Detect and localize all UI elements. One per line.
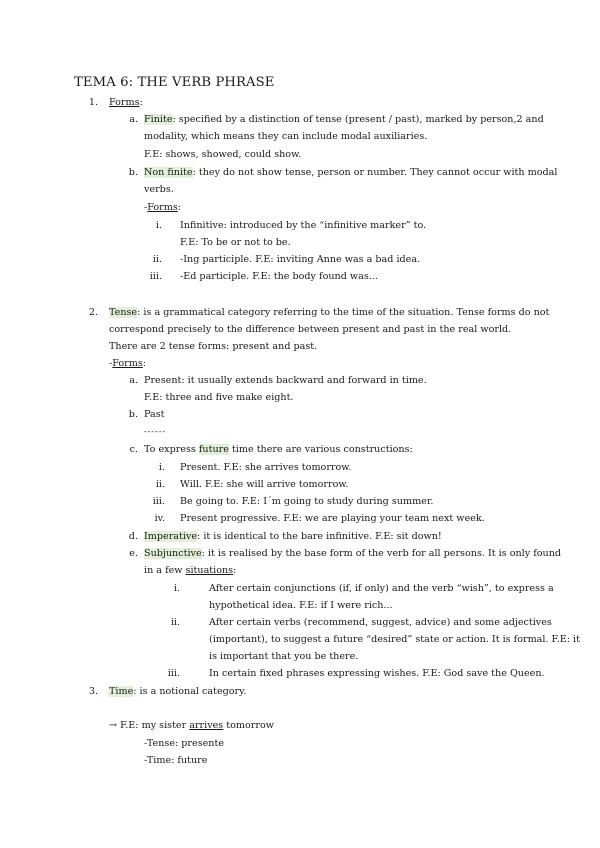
subitem-marker: i. [158,462,165,473]
definition-text: : specified by a distinction of tense (present / past), marked by person,2 and [172,114,544,125]
text: F.E: my sister [117,720,190,731]
subitem-marker: iii. [152,496,165,507]
term-imperative: Imperative [144,531,198,542]
subjunctive-ii-line2: (important), to suggest a future “desired” state or action. It is formal. F.E: it [209,634,580,645]
subjunctive-i-line2: hypothetical idea. F.E: if I were rich... [209,600,393,611]
item-marker: d. [128,531,138,542]
subitem-marker: ii. [155,479,165,490]
subjunctive-iii: In certain fixed phrases expressing wishes. F.E: God save the Queen. [209,668,545,679]
page-title: TEMA 6: THE VERB PHRASE [74,75,275,90]
item-marker: a. [129,114,138,125]
colon: : [177,202,181,213]
text: tomorrow [223,720,274,731]
ing-participle-text: -Ing participle. F.E: inviting Anne was a bad idea. [180,254,421,265]
text: To express [144,444,199,455]
past-dashes: ------ [144,427,167,436]
term-future: future [198,444,229,455]
present-text: Present: it usually extends backward and forward in time. [144,375,427,386]
tense-definition [109,306,549,319]
tense-definition-line3: There are 2 tense forms: present and past. [109,341,318,352]
item-marker: e. [129,548,138,559]
text: in a few [144,565,186,576]
nonfinite-definition [144,166,557,179]
forms-word: Forms [112,358,143,369]
subitem-marker: iii. [167,668,180,679]
item-marker: b. [128,409,138,420]
future-text [144,443,413,456]
infinitive-text: Infinitive: introduced by the “infinitive marker” to. [180,220,427,231]
subitem-marker: i. [173,583,180,594]
colon: : [139,97,143,108]
future-will: Will. F.E: she will arrive tomorrow. [180,479,349,490]
text: time there are various constructions: [228,444,413,455]
section-number: 3. [88,686,98,697]
item-marker: b. [128,167,138,178]
imperative-text [144,530,442,543]
subitem-marker: iii. [149,271,162,282]
item-marker: a. [129,375,138,386]
subjunctive-ii-line3: is important that you be there. [209,651,359,662]
term-time: Time [109,686,134,697]
present-example: F.E: three and five make eight. [144,392,294,403]
item-marker: c. [129,444,138,455]
ed-participle-text: -Ed participle. F.E: the body found was... [180,271,378,282]
text: : it is realised by the base form of the verb for all persons. It is only found [201,548,562,559]
term-subjunctive: Subjunctive [144,548,202,559]
tense-definition-line2: correspond precisely to the difference between present and past in the real world. [109,324,512,335]
forms-word: Forms [147,202,178,213]
forms-subheading [109,357,146,370]
infinitive-example: F.E: To be or not to be. [180,237,291,248]
definition-text: : is a grammatical category referring to the time of the situation. Tense forms do not [137,307,550,318]
forms-heading: Forms [109,97,140,108]
subjunctive-i: After certain conjunctions (if, if only) and the verb “wish”, to express a [209,583,554,594]
dash: - [144,202,148,213]
subitem-marker: ii. [152,254,162,265]
dash: - [109,358,113,369]
finite-definition [144,113,544,126]
past-text: Past [144,409,165,420]
time-definition [109,685,246,698]
finite-example: F.E: shows, showed, could show. [144,149,302,160]
text: : is a notional category. [133,686,247,697]
section-heading [109,96,143,109]
situations-word: situations [185,565,234,576]
term-tense: Tense [109,307,138,318]
future-progressive: Present progressive. F.E: we are playing your team next week. [180,513,485,524]
colon: : [142,358,146,369]
time-example [109,719,274,732]
term-non-finite: Non finite [144,167,193,178]
tense-note: -Tense: presente [144,738,225,749]
subjunctive-text [144,547,561,560]
section-number: 2. [88,307,98,318]
text: : it is identical to the bare infinitive. F.E: sit down! [197,531,442,542]
future-going-to: Be going to. F.E: I´m going to study during summer. [180,496,434,507]
subjunctive-ii: After certain verbs (recommend, suggest, advice) and some adjectives [209,617,552,628]
time-note: -Time: future [144,755,208,766]
colon: : [233,565,237,576]
future-present: Present. F.E: she arrives tomorrow. [180,462,352,473]
section-number: 1. [88,97,98,108]
definition-text: : they do not show tense, person or number. They cannot occur with modal [192,167,558,178]
term-finite: Finite [144,114,173,125]
subitem-marker: iv. [154,513,165,524]
arrives-word: arrives [189,720,224,731]
forms-subheading [144,201,181,214]
arrow-icon: → [109,720,118,731]
finite-definition-line2: modality, which means they can include modal auxiliaries. [144,131,428,142]
subitem-marker: i. [155,220,162,231]
nonfinite-definition-line2: verbs. [144,184,174,195]
subjunctive-text-line2 [144,564,236,577]
subitem-marker: ii. [170,617,180,628]
